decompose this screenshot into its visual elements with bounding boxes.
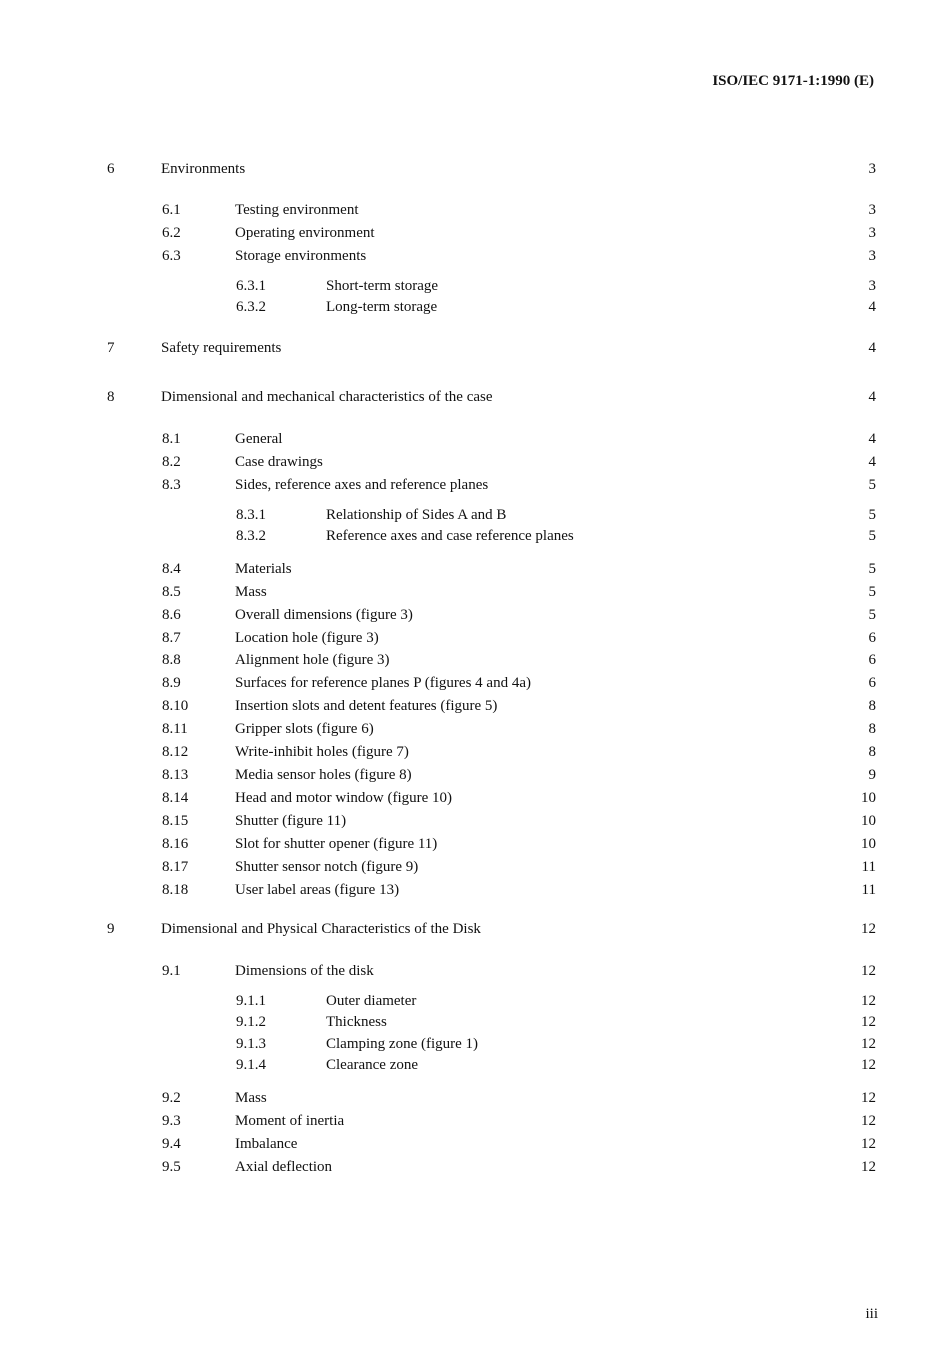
toc-entry-page: 5 <box>868 477 876 493</box>
toc-entry-page: 5 <box>868 561 876 577</box>
toc-entry-page: 4 <box>868 389 876 405</box>
toc-entry-number: 9.1.3 <box>236 1036 266 1052</box>
toc-entry-number: 8.13 <box>162 767 189 783</box>
toc-entry <box>0 1158 950 1176</box>
toc-entry-title: Media sensor holes (figure 8) <box>235 767 412 783</box>
toc-entry-number: 6.3.2 <box>236 299 266 315</box>
toc-entry-number: 8.4 <box>162 561 181 577</box>
toc-entry-page: 12 <box>861 1014 876 1030</box>
toc-entry-number: 8.12 <box>162 744 189 760</box>
toc-entry-number: 8.5 <box>162 584 181 600</box>
toc-entry-number: 8.7 <box>162 630 181 646</box>
toc-entry-title: Overall dimensions (figure 3) <box>235 607 413 623</box>
toc-entry-title: Relationship of Sides A and B <box>326 507 507 523</box>
toc-entry-title: Dimensional and Physical Characteristics of the Disk <box>161 921 481 937</box>
toc-entry-title: Outer diameter <box>326 993 417 1009</box>
toc-entry-title: Dimensions of the disk <box>235 963 374 979</box>
toc-entry-page: 3 <box>868 278 876 294</box>
toc-entry-title: User label areas (figure 13) <box>235 882 400 898</box>
toc-entry-number: 8.8 <box>162 652 181 668</box>
toc-entry-title: Axial deflection <box>235 1159 333 1175</box>
toc-entry-page: 12 <box>861 1036 876 1052</box>
toc-entry-title: Mass <box>235 584 267 600</box>
toc-entry-page: 12 <box>861 993 876 1009</box>
toc-entry-page: 3 <box>868 248 876 264</box>
toc-entry-title: Head and motor window (figure 10) <box>235 790 453 806</box>
toc-entry-title: Location hole (figure 3) <box>235 630 379 646</box>
toc-entry <box>0 388 950 406</box>
toc-entry-title: Dimensional and mechanical characteristics of the case <box>161 389 493 405</box>
toc-entry <box>0 766 950 784</box>
toc-entry-number: 6.3.1 <box>236 278 266 294</box>
toc-entry <box>0 506 950 524</box>
toc-entry-number: 9.3 <box>162 1113 181 1129</box>
toc-entry-title: Moment of inertia <box>235 1113 345 1129</box>
toc-entry <box>0 606 950 624</box>
toc-entry-number: 9.1.4 <box>236 1057 266 1073</box>
toc-entry-number: 8.11 <box>162 721 188 737</box>
toc-entry-number: 7 <box>107 340 115 356</box>
toc-entry <box>0 1112 950 1130</box>
toc-entry-number: 8.3.1 <box>236 507 266 523</box>
toc-entry <box>0 298 950 316</box>
toc-entry-number: 8.3.2 <box>236 528 266 544</box>
toc-entry-page: 5 <box>868 584 876 600</box>
toc-entry-number: 8.14 <box>162 790 189 806</box>
toc-entry <box>0 160 950 178</box>
toc-entry-page: 10 <box>861 813 876 829</box>
toc-entry <box>0 1135 950 1153</box>
toc-entry-title: Short-term storage <box>326 278 439 294</box>
toc-entry-page: 6 <box>868 652 876 668</box>
toc-entry-page: 9 <box>868 767 876 783</box>
toc-entry-title: Operating environment <box>235 225 375 241</box>
document-id: ISO/IEC 9171-1:1990 (E) <box>712 73 874 89</box>
toc-entry-number: 9 <box>107 921 115 937</box>
toc-entry-number: 8.6 <box>162 607 181 623</box>
toc-entry-title: Environments <box>161 161 246 177</box>
toc-entry-number: 9.5 <box>162 1159 181 1175</box>
toc-entry-title: Reference axes and case reference planes <box>326 528 574 544</box>
toc-entry <box>0 277 950 295</box>
toc-entry <box>0 835 950 853</box>
toc-entry-page: 8 <box>868 721 876 737</box>
toc-entry <box>0 1089 950 1107</box>
toc-entry-title: Shutter (figure 11) <box>235 813 347 829</box>
toc-entry <box>0 629 950 647</box>
toc-entry <box>0 201 950 219</box>
toc-entry-page: 5 <box>868 507 876 523</box>
toc-entry-page: 12 <box>861 1159 876 1175</box>
toc-entry-page: 3 <box>868 161 876 177</box>
toc-entry-title: Thickness <box>326 1014 387 1030</box>
toc-entry-page: 4 <box>868 454 876 470</box>
toc-entry-page: 8 <box>868 698 876 714</box>
toc-entry-number: 8.15 <box>162 813 189 829</box>
toc-entry <box>0 476 950 494</box>
toc-entry-title: Sides, reference axes and reference planes <box>235 477 489 493</box>
toc-entry <box>0 992 950 1010</box>
toc-entry-page: 12 <box>861 1136 876 1152</box>
toc-entry <box>0 583 950 601</box>
toc-entry <box>0 858 950 876</box>
toc-entry-page: 5 <box>868 607 876 623</box>
toc-entry-title: Case drawings <box>235 454 323 470</box>
toc-entry-number: 8.17 <box>162 859 189 875</box>
page-number: iii <box>865 1306 878 1322</box>
toc-entry-title: Clamping zone (figure 1) <box>326 1036 479 1052</box>
toc-entry-title: Mass <box>235 1090 267 1106</box>
toc-entry-title: Safety requirements <box>161 340 282 356</box>
toc-entry-page: 6 <box>868 675 876 691</box>
toc-entry-page: 8 <box>868 744 876 760</box>
toc-entry-page: 12 <box>861 963 876 979</box>
toc-entry-number: 8.16 <box>162 836 189 852</box>
toc-entry-title: Shutter sensor notch (figure 9) <box>235 859 419 875</box>
toc-entry-title: Surfaces for reference planes P (figures 4 and 4a) <box>235 675 531 691</box>
toc-entry <box>0 339 950 357</box>
toc-entry-number: 6.1 <box>162 202 181 218</box>
toc-entry-title: Imbalance <box>235 1136 298 1152</box>
toc-entry-page: 10 <box>861 836 876 852</box>
toc-entry <box>0 1035 950 1053</box>
toc-entry-page: 5 <box>868 528 876 544</box>
toc-entry-number: 9.1.1 <box>236 993 266 1009</box>
toc-entry <box>0 697 950 715</box>
toc-entry-number: 8.1 <box>162 431 181 447</box>
toc-entry <box>0 453 950 471</box>
toc-entry <box>0 674 950 692</box>
toc-entry <box>0 720 950 738</box>
toc-entry-page: 4 <box>868 431 876 447</box>
toc-entry-page: 12 <box>861 921 876 937</box>
toc-entry <box>0 651 950 669</box>
toc-entry-number: 8.2 <box>162 454 181 470</box>
toc-entry-number: 8 <box>107 389 115 405</box>
toc-entry-title: Storage environments <box>235 248 367 264</box>
toc-entry <box>0 789 950 807</box>
toc-entry-page: 4 <box>868 340 876 356</box>
toc-entry-title: Insertion slots and detent features (figure 5) <box>235 698 498 714</box>
toc-entry <box>0 224 950 242</box>
toc-entry <box>0 962 950 980</box>
toc-entry <box>0 812 950 830</box>
toc-entry <box>0 560 950 578</box>
toc-entry-title: Materials <box>235 561 292 577</box>
toc-entry-page: 11 <box>861 859 876 875</box>
toc-entry-number: 8.9 <box>162 675 181 691</box>
toc-entry-title: Testing environment <box>235 202 359 218</box>
toc-entry-number: 6.3 <box>162 248 181 264</box>
toc-entry-number: 9.1 <box>162 963 181 979</box>
toc-entry-number: 9.2 <box>162 1090 181 1106</box>
toc-entry-number: 8.3 <box>162 477 181 493</box>
toc-entry <box>0 881 950 899</box>
toc-entry-page: 6 <box>868 630 876 646</box>
toc-entry-number: 6 <box>107 161 115 177</box>
toc-entry-number: 9.1.2 <box>236 1014 266 1030</box>
toc-entry-title: Long-term storage <box>326 299 438 315</box>
toc-entry-page: 3 <box>868 225 876 241</box>
toc-entry-page: 11 <box>861 882 876 898</box>
toc-entry <box>0 430 950 448</box>
toc-entry-page: 10 <box>861 790 876 806</box>
toc-entry-page: 12 <box>861 1113 876 1129</box>
toc-entry-title: Slot for shutter opener (figure 11) <box>235 836 438 852</box>
toc-entry-number: 9.4 <box>162 1136 181 1152</box>
toc-entry-title: Clearance zone <box>326 1057 419 1073</box>
toc-entry-page: 12 <box>861 1057 876 1073</box>
toc-entry-page: 3 <box>868 202 876 218</box>
toc-entry-title: General <box>235 431 283 447</box>
toc-entry <box>0 1056 950 1074</box>
toc-entry-page: 4 <box>868 299 876 315</box>
toc-entry <box>0 247 950 265</box>
toc-entry-title: Write-inhibit holes (figure 7) <box>235 744 409 760</box>
toc-entry <box>0 527 950 545</box>
toc-entry <box>0 743 950 761</box>
toc-entry <box>0 1013 950 1031</box>
toc-entry-page: 12 <box>861 1090 876 1106</box>
toc-entry <box>0 920 950 938</box>
toc-entry-title: Gripper slots (figure 6) <box>235 721 374 737</box>
toc-entry-number: 8.10 <box>162 698 189 714</box>
toc-entry-number: 6.2 <box>162 225 181 241</box>
toc-entry-title: Alignment hole (figure 3) <box>235 652 390 668</box>
toc-entry-number: 8.18 <box>162 882 189 898</box>
